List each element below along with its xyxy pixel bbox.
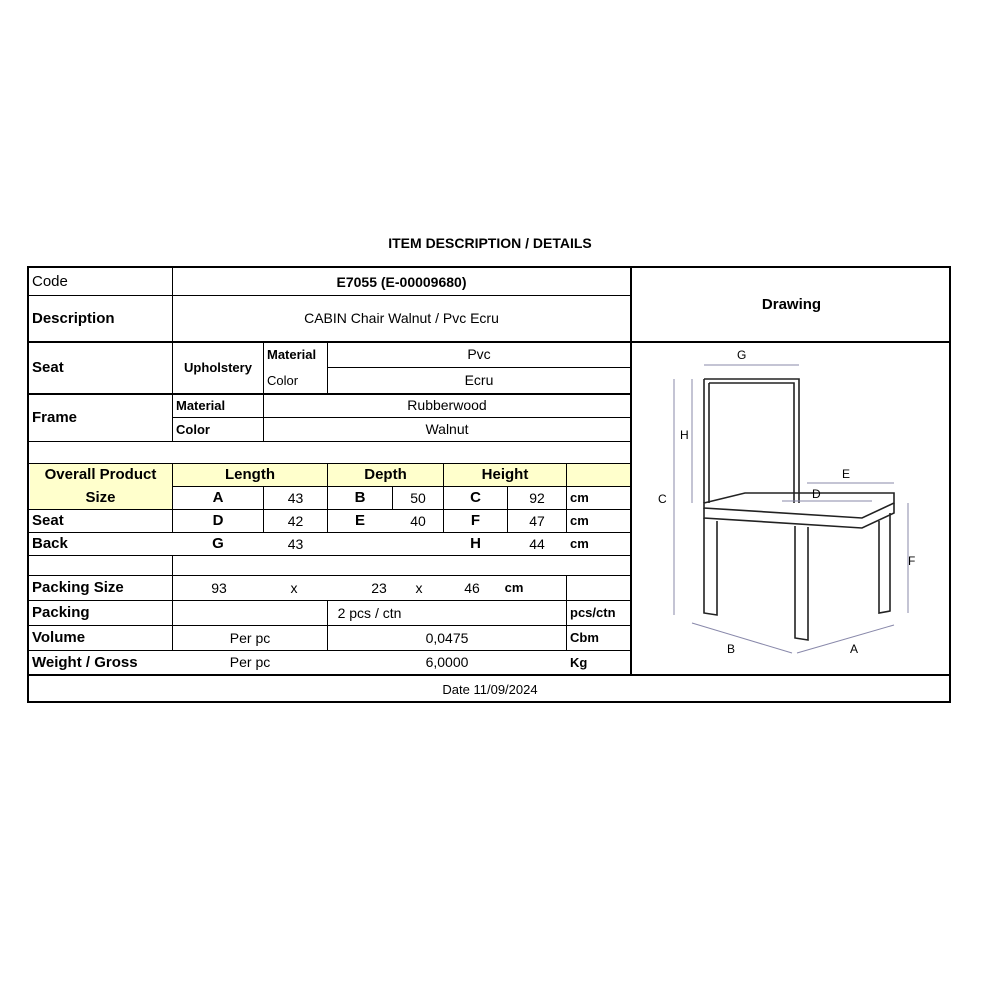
drawing-letter-a: A <box>850 642 859 656</box>
seat-height-key: F <box>470 512 481 529</box>
volume-label: Volume <box>32 629 86 646</box>
packing-size-label: Packing Size <box>32 579 124 596</box>
packing-value: 2 pcs / ctn <box>337 604 402 621</box>
back-unit: cm <box>570 536 589 551</box>
seat-depth-key: E <box>354 512 365 529</box>
seat-color-value: Ecru <box>464 372 494 388</box>
seat-color-label: Color <box>267 372 299 388</box>
frame-material-value: Rubberwood <box>407 397 487 413</box>
overall-unit: cm <box>570 490 589 505</box>
volume-unit: Cbm <box>570 630 599 645</box>
back-height-key: H <box>470 535 481 552</box>
code-label: Code <box>32 273 68 290</box>
weight-unit: Kg <box>570 654 588 670</box>
height-header: Height <box>481 466 529 483</box>
drawing-letter-d: D <box>812 487 821 501</box>
frame-color-label: Color <box>176 421 210 437</box>
grid-line <box>29 441 631 442</box>
packing-size-width: 23 <box>371 579 387 596</box>
overall-length-key: A <box>212 489 224 506</box>
page-title: ITEM DESCRIPTION / DETAILS <box>388 235 592 251</box>
chair-drawing-svg <box>632 343 951 674</box>
seat-unit: cm <box>570 513 589 528</box>
frame-color-value: Walnut <box>425 421 469 437</box>
date-footer: Date 11/09/2024 <box>442 682 538 697</box>
seat-height-value: 47 <box>529 512 545 529</box>
seat-dims-label: Seat <box>32 512 64 529</box>
overall-depth-key: B <box>354 489 366 506</box>
drawing-letter-g: G <box>737 348 747 362</box>
item-details-table <box>27 266 951 703</box>
grid-line <box>29 555 631 556</box>
volume-per: Per pc <box>229 629 271 646</box>
drawing-letter-h: H <box>680 428 689 442</box>
seat-length-key: D <box>212 512 224 529</box>
code-value: E7055 (E-00009680) <box>336 273 467 290</box>
packing-size-unit: cm <box>504 580 524 595</box>
drawing-letter-b: B <box>727 642 736 656</box>
weight-per: Per pc <box>229 654 271 670</box>
length-header: Length <box>225 466 275 483</box>
drawing-letter-c: C <box>658 492 667 506</box>
back-dims-label: Back <box>32 535 68 552</box>
overall-depth-value: 50 <box>410 489 426 506</box>
back-length-value: 43 <box>287 535 304 552</box>
overall-size-header-line2: Size <box>85 489 116 506</box>
seat-material-label: Material <box>267 346 317 362</box>
weight-value: 6,0000 <box>425 654 469 670</box>
drawing-letter-f: F <box>908 554 916 568</box>
chair-drawing <box>632 343 951 674</box>
packing-label: Packing <box>32 604 90 621</box>
back-length-key: G <box>212 535 224 552</box>
back-height-value: 44 <box>529 535 545 552</box>
description-label: Description <box>32 309 115 327</box>
overall-length-value: 43 <box>287 489 304 506</box>
seat-upholstery-label: Upholstery <box>184 359 252 375</box>
seat-depth-value: 40 <box>410 512 426 529</box>
packing-size-height: 46 <box>464 579 480 596</box>
packing-size-x2: x <box>415 579 423 596</box>
packing-size-x1: x <box>290 579 298 596</box>
depth-header: Depth <box>364 466 407 483</box>
volume-value: 0,0475 <box>425 629 469 646</box>
description-value: CABIN Chair Walnut / Pvc Ecru <box>304 310 499 326</box>
seat-length-value: 42 <box>287 512 304 529</box>
packing-size-length: 93 <box>211 579 227 596</box>
packing-unit: pcs/ctn <box>570 605 616 620</box>
weight-label: Weight / Gross <box>32 653 138 671</box>
overall-height-key: C <box>470 489 481 506</box>
overall-size-header-line1: Overall Product <box>44 466 157 483</box>
drawing-letter-e: E <box>842 467 851 481</box>
seat-label: Seat <box>32 358 64 376</box>
drawing-label: Drawing <box>761 296 822 313</box>
frame-material-label: Material <box>176 397 226 413</box>
overall-height-value: 92 <box>529 489 545 506</box>
frame-label: Frame <box>32 408 78 426</box>
seat-material-value: Pvc <box>467 346 491 362</box>
